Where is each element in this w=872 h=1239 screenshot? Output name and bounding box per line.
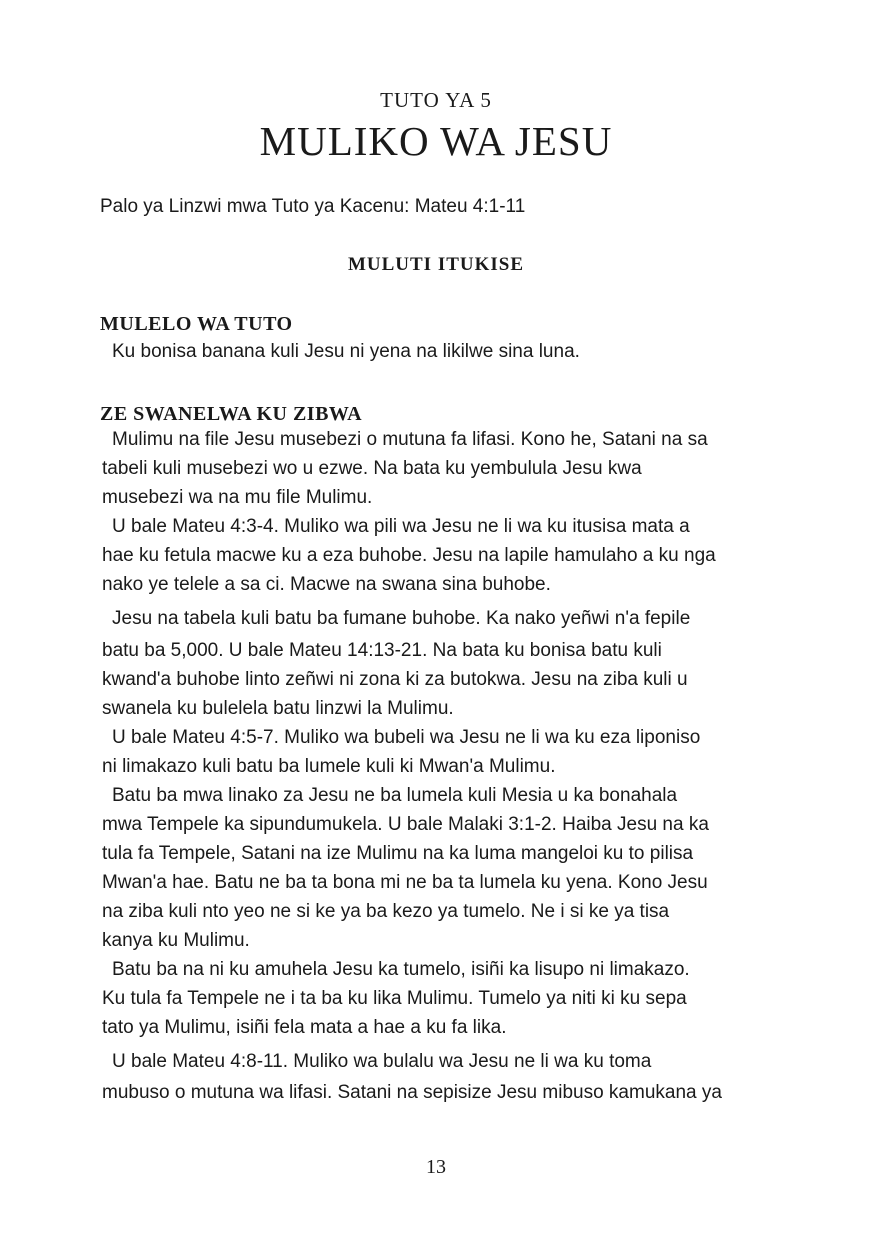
lesson-label: TUTO YA 5 — [380, 88, 492, 112]
body-line: tula fa Tempele, Satani na ize Mulimu na ka luma mangeloi ku to pilisa — [102, 843, 694, 864]
body-line: U bale Mateu 4:8-11. Muliko wa bulalu wa Jesu ne li wa ku toma — [112, 1051, 652, 1072]
body-line: swanela ku bulelela batu linzwi la Mulimu. — [102, 698, 454, 719]
body-line: kanya ku Mulimu. — [102, 930, 250, 951]
section-heading-mulelo: MULELO WA TUTO — [100, 313, 293, 335]
body-line: Jesu na tabela kuli batu ba fumane buhobe. Ka nako yeñwi n'a fepile — [112, 608, 691, 629]
body-line: U bale Mateu 4:5-7. Muliko wa bubeli wa Jesu ne li wa ku eza liponiso — [112, 727, 701, 748]
body-line: U bale Mateu 4:3-4. Muliko wa pili wa Jesu ne li wa ku itusisa mata a — [112, 516, 690, 537]
body-line: ni limakazo kuli batu ba lumele kuli ki Mwan'a Mulimu. — [102, 756, 556, 777]
mulelo-line: Ku bonisa banana kuli Jesu ni yena na likilwe sina luna. — [112, 341, 580, 362]
body-line: Batu ba na ni ku amuhela Jesu ka tumelo, isiñi ka lisupo ni limakazo. — [112, 959, 690, 980]
body-line: mubuso o mutuna wa lifasi. Satani na sepisize Jesu mibuso kamukana ya — [102, 1082, 722, 1103]
body-line: tato ya Mulimu, isiñi fela mata a hae a ku fa lika. — [102, 1017, 507, 1038]
body-line: batu ba 5,000. U bale Mateu 14:13-21. Na bata ku bonisa batu kuli — [102, 640, 662, 661]
body-line: tabeli kuli musebezi wo u ezwe. Na bata ku yembulula Jesu kwa — [102, 458, 642, 479]
body-line: mwa Tempele ka sipundumukela. U bale Malaki 3:1-2. Haiba Jesu na ka — [102, 814, 709, 835]
page-title: MULIKO WA JESU — [259, 118, 613, 164]
body-line: musebezi wa na mu file Mulimu. — [102, 487, 373, 508]
body-line: kwand'a buhobe linto zeñwi ni zona ki za butokwa. Jesu na ziba kuli u — [102, 669, 688, 690]
body-line: Mulimu na file Jesu musebezi o mutuna fa lifasi. Kono he, Satani na sa — [112, 429, 708, 450]
body-line: Ku tula fa Tempele ne i ta ba ku lika Mulimu. Tumelo ya niti ki ku sepa — [102, 988, 687, 1009]
page-number: 13 — [426, 1156, 446, 1178]
muluti-heading: MULUTI ITUKISE — [347, 254, 525, 275]
body-line: hae ku fetula macwe ku a eza buhobe. Jesu na lapile hamulaho a ku nga — [102, 545, 716, 566]
scripture-reading: Palo ya Linzwi mwa Tuto ya Kacenu: Mateu 4:1-11 — [100, 196, 526, 217]
body-line: nako ye telele a sa ci. Macwe na swana sina buhobe. — [102, 574, 551, 595]
section-heading-ze-swanelwa: ZE SWANELWA KU ZIBWA — [100, 403, 363, 425]
body-line: Mwan'a hae. Batu ne ba ta bona mi ne ba ta lumela ku yena. Kono Jesu — [102, 872, 708, 893]
body-line: Batu ba mwa linako za Jesu ne ba lumela kuli Mesia u ka bonahala — [112, 785, 678, 806]
body-line: na ziba kuli nto yeo ne si ke ya ba kezo ya tumelo. Ne i si ke ya tisa — [102, 901, 670, 922]
